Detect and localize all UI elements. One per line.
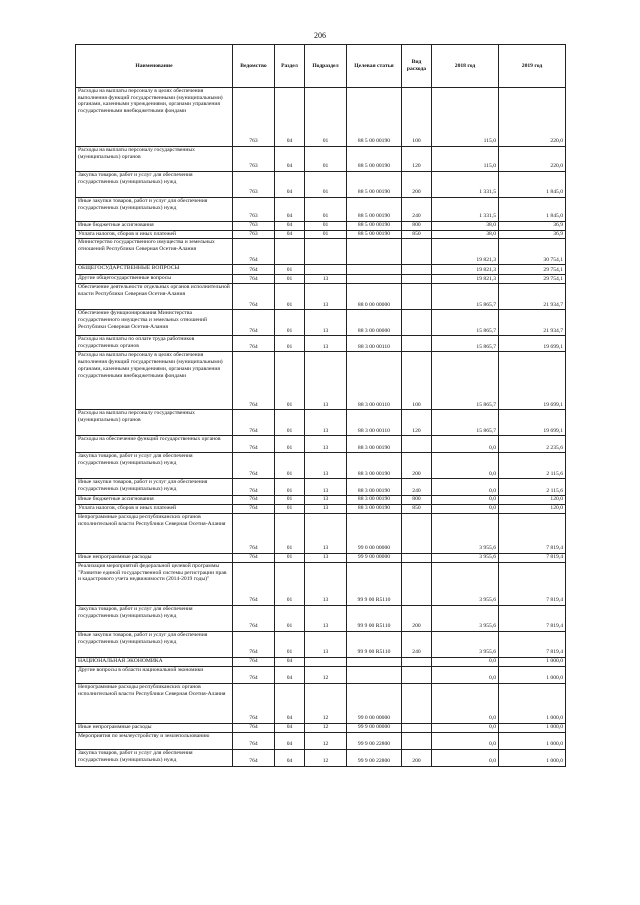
cell-name: Расходы на выплаты персоналу в целях обеспечения выполнения функций государственными (муниципальными) органами, казенными учреждениями, органами управления государственными внебюджетными фондами [76, 88, 233, 147]
cell-department: 764 [233, 265, 275, 275]
cell-year-2019: 29 754,1 [499, 275, 566, 284]
cell-department: 764 [233, 631, 275, 657]
cell-target-article: 88 3 00 00190 [347, 436, 402, 453]
cell-year-2019: 1 000,0 [499, 749, 566, 766]
cell-name: Обеспечение функционирования Министерства государственного имущества и земельных отношений Республики Северная Осетия-Алания [76, 310, 233, 336]
cell-name: Расходы на выплаты по оплате труда работников государственных органов [76, 336, 233, 352]
cell-year-2018: 1 331,5 [432, 172, 499, 198]
cell-department: 763 [233, 147, 275, 172]
cell-target-article: 88 5 00 00190 [347, 88, 402, 147]
cell-expense-type [402, 666, 432, 683]
cell-target-article: 99 9 00 22800 [347, 732, 402, 749]
header-year-2018: 2018 год [432, 45, 499, 88]
cell-target-article [347, 239, 402, 265]
cell-department: 764 [233, 683, 275, 723]
table-row [76, 732, 566, 749]
cell-department: 764 [233, 505, 275, 514]
cell-year-2018: 15 865,7 [432, 410, 499, 436]
cell-department: 764 [233, 723, 275, 732]
cell-department: 763 [233, 172, 275, 198]
table-row [76, 723, 566, 732]
cell-year-2019: 7 819,4 [499, 553, 566, 562]
cell-expense-type: 200 [402, 749, 432, 766]
table-row [76, 562, 566, 605]
cell-year-2018: 38,0 [432, 222, 499, 231]
header-year-2019: 2019 год [499, 45, 566, 88]
cell-department: 764 [233, 479, 275, 496]
table-row [76, 553, 566, 562]
cell-target-article: 88 3 00 00110 [347, 410, 402, 436]
cell-subsection: 13 [305, 631, 347, 657]
cell-expense-type: 120 [402, 147, 432, 172]
cell-subsection: 13 [305, 336, 347, 352]
cell-target-article [347, 275, 402, 284]
cell-year-2019: 1 845,0 [499, 172, 566, 198]
cell-department: 764 [233, 336, 275, 352]
header-subsection: Подраздел [305, 45, 347, 88]
cell-expense-type [402, 553, 432, 562]
table-row [76, 172, 566, 198]
cell-year-2018: 15 865,7 [432, 284, 499, 310]
cell-section: 01 [275, 562, 305, 605]
cell-expense-type: 120 [402, 410, 432, 436]
cell-target-article: 99 9 00 R5110 [347, 605, 402, 631]
cell-expense-type [402, 732, 432, 749]
cell-name: Непрограммные расходы республиканских органов исполнительной власти Республики Северная Осетия-Алания [76, 683, 233, 723]
cell-year-2019: 7 819,4 [499, 562, 566, 605]
cell-target-article: 88 3 00 00190 [347, 453, 402, 479]
table-row [76, 496, 566, 505]
page-number: 206 [314, 31, 326, 40]
cell-year-2018: 0,0 [432, 683, 499, 723]
table-row [76, 198, 566, 222]
cell-department: 764 [233, 657, 275, 666]
cell-section: 01 [275, 479, 305, 496]
cell-target-article: 88 3 00 00190 [347, 505, 402, 514]
cell-subsection [305, 265, 347, 275]
cell-subsection: 01 [305, 147, 347, 172]
cell-name: Обеспечение деятельности отдельных органов исполнительной власти Республики Северная Осетия-Алания [76, 284, 233, 310]
cell-section: 01 [275, 436, 305, 453]
table-row [76, 275, 566, 284]
cell-name: Иные бюджетные ассигнования [76, 222, 233, 231]
cell-target-article: 88 3 00 00190 [347, 479, 402, 496]
cell-year-2019: 7 819,4 [499, 605, 566, 631]
cell-year-2019: 36,9 [499, 222, 566, 231]
cell-department: 764 [233, 310, 275, 336]
cell-section: 01 [275, 265, 305, 275]
cell-year-2018: 0,0 [432, 436, 499, 453]
cell-section: 01 [275, 453, 305, 479]
cell-section: 01 [275, 496, 305, 505]
cell-subsection: 01 [305, 88, 347, 147]
cell-year-2019: 7 819,4 [499, 513, 566, 553]
table-row [76, 605, 566, 631]
cell-department: 764 [233, 410, 275, 436]
cell-target-article: 88 3 00 00190 [347, 496, 402, 505]
cell-name: Иные непрограммные расходы [76, 553, 233, 562]
cell-subsection: 13 [305, 275, 347, 284]
cell-name: Иные бюджетные ассигнования [76, 496, 233, 505]
cell-expense-type: 200 [402, 453, 432, 479]
cell-expense-type [402, 275, 432, 284]
cell-section: 01 [275, 605, 305, 631]
cell-expense-type [402, 683, 432, 723]
cell-section: 01 [275, 505, 305, 514]
cell-section: 04 [275, 683, 305, 723]
cell-target-article: 88 0 00 00000 [347, 284, 402, 310]
cell-name: Другие вопросы в области национальной экономики [76, 666, 233, 683]
cell-year-2018: 38,0 [432, 230, 499, 239]
cell-year-2018: 0,0 [432, 505, 499, 514]
cell-expense-type [402, 265, 432, 275]
cell-department: 764 [233, 239, 275, 265]
header-department: Ведомство [233, 45, 275, 88]
cell-subsection: 12 [305, 666, 347, 683]
cell-year-2018: 3 955,6 [432, 605, 499, 631]
cell-section: 04 [275, 732, 305, 749]
cell-year-2019: 220,0 [499, 147, 566, 172]
cell-expense-type [402, 239, 432, 265]
table-row [76, 265, 566, 275]
cell-section: 04 [275, 198, 305, 222]
cell-expense-type: 240 [402, 198, 432, 222]
cell-year-2018: 0,0 [432, 732, 499, 749]
cell-year-2018: 0,0 [432, 496, 499, 505]
cell-subsection: 13 [305, 513, 347, 553]
cell-department: 764 [233, 453, 275, 479]
cell-section: 01 [275, 352, 305, 410]
cell-department: 764 [233, 605, 275, 631]
cell-target-article: 88 5 00 00190 [347, 230, 402, 239]
cell-subsection: 13 [305, 479, 347, 496]
cell-section: 01 [275, 553, 305, 562]
cell-year-2018: 115,0 [432, 88, 499, 147]
cell-section: 04 [275, 666, 305, 683]
cell-name: Иные непрограммные расходы [76, 723, 233, 732]
cell-target-article: 88 5 00 00190 [347, 222, 402, 231]
cell-expense-type [402, 310, 432, 336]
cell-department: 763 [233, 230, 275, 239]
cell-target-article [347, 666, 402, 683]
cell-name: НАЦИОНАЛЬНАЯ ЭКОНОМИКА [76, 657, 233, 666]
table-row [76, 239, 566, 265]
cell-department: 764 [233, 749, 275, 766]
cell-year-2019: 1 000,0 [499, 723, 566, 732]
cell-section: 01 [275, 631, 305, 657]
cell-department: 763 [233, 222, 275, 231]
table-header-row [76, 45, 566, 88]
cell-expense-type: 200 [402, 172, 432, 198]
cell-year-2019: 1 000,0 [499, 683, 566, 723]
budget-table [75, 44, 566, 767]
table-row [76, 410, 566, 436]
cell-department: 764 [233, 496, 275, 505]
table-row [76, 88, 566, 147]
cell-section: 01 [275, 336, 305, 352]
cell-section: 04 [275, 723, 305, 732]
cell-name: Расходы на выплаты персоналу в целях обеспечения выполнения функций государственными (муниципальными) органами, казенными учреждениями, органами управления государственными внебюджетными фондами [76, 352, 233, 410]
cell-year-2018: 15 865,7 [432, 336, 499, 352]
cell-department: 763 [233, 198, 275, 222]
cell-department: 764 [233, 666, 275, 683]
cell-year-2018: 0,0 [432, 453, 499, 479]
cell-name: Закупка товаров, работ и услуг для обеспечения государственных (муниципальных) нужд [76, 453, 233, 479]
cell-year-2019: 1 845,0 [499, 198, 566, 222]
cell-subsection [305, 239, 347, 265]
cell-name: Иные закупки товаров, работ и услуг для обеспечения государственных (муниципальных) нужд [76, 198, 233, 222]
cell-year-2019: 19 699,1 [499, 352, 566, 410]
cell-section: 01 [275, 513, 305, 553]
cell-expense-type [402, 562, 432, 605]
cell-name: Расходы на обеспечение функций государственных органов [76, 436, 233, 453]
cell-year-2018: 19 821,3 [432, 265, 499, 275]
cell-year-2019: 220,0 [499, 88, 566, 147]
cell-target-article: 99 9 00 22800 [347, 749, 402, 766]
cell-year-2018: 0,0 [432, 749, 499, 766]
table-row [76, 436, 566, 453]
cell-subsection: 12 [305, 732, 347, 749]
table-row [76, 666, 566, 683]
cell-subsection: 13 [305, 436, 347, 453]
table-body [76, 88, 566, 767]
table-row [76, 513, 566, 553]
cell-name: Другие общегосударственные вопросы [76, 275, 233, 284]
cell-year-2019: 1 000,0 [499, 666, 566, 683]
cell-year-2018: 3 955,6 [432, 513, 499, 553]
cell-target-article: 88 3 00 00110 [347, 336, 402, 352]
table-row [76, 657, 566, 666]
cell-name: Иные закупки товаров, работ и услуг для обеспечения государственных (муниципальных) нужд [76, 479, 233, 496]
cell-subsection: 01 [305, 230, 347, 239]
cell-name: Иные закупки товаров, работ и услуг для обеспечения государственных (муниципальных) нужд [76, 631, 233, 657]
cell-name: Министерство государственного имущества и земельных отношений Республики Северная Осетия-Алания [76, 239, 233, 265]
cell-subsection: 13 [305, 310, 347, 336]
cell-name: Закупка товаров, работ и услуг для обеспечения государственных (муниципальных) нужд [76, 605, 233, 631]
cell-name: Мероприятия по землеустройству и землепользованию [76, 732, 233, 749]
cell-year-2018: 19 821,3 [432, 275, 499, 284]
cell-subsection: 12 [305, 723, 347, 732]
cell-section: 01 [275, 310, 305, 336]
cell-target-article: 88 5 00 00190 [347, 147, 402, 172]
table-row [76, 631, 566, 657]
cell-name: Уплата налогов, сборов и иных платежей [76, 230, 233, 239]
cell-expense-type [402, 723, 432, 732]
cell-subsection: 13 [305, 352, 347, 410]
cell-subsection: 13 [305, 410, 347, 436]
cell-subsection: 13 [305, 496, 347, 505]
cell-section: 04 [275, 147, 305, 172]
cell-expense-type: 850 [402, 230, 432, 239]
cell-section: 04 [275, 172, 305, 198]
cell-year-2019: 1 000,0 [499, 732, 566, 749]
cell-subsection [305, 657, 347, 666]
cell-expense-type [402, 513, 432, 553]
cell-section: 01 [275, 284, 305, 310]
cell-year-2018: 3 955,6 [432, 631, 499, 657]
cell-department: 764 [233, 562, 275, 605]
cell-year-2018: 15 865,7 [432, 352, 499, 410]
table-row [76, 683, 566, 723]
cell-target-article: 99 0 00 00000 [347, 513, 402, 553]
table-row [76, 336, 566, 352]
cell-subsection: 01 [305, 172, 347, 198]
cell-year-2019: 120,0 [499, 496, 566, 505]
header-name: Наименование [76, 45, 233, 88]
cell-name: Закупка товаров, работ и услуг для обеспечения государственных (муниципальных) нужд [76, 749, 233, 766]
cell-name: Расходы на выплаты персоналу государственных (муниципальных) органов [76, 147, 233, 172]
cell-department: 763 [233, 88, 275, 147]
cell-subsection: 13 [305, 605, 347, 631]
cell-year-2018: 3 955,6 [432, 562, 499, 605]
table-row [76, 749, 566, 766]
cell-subsection: 13 [305, 562, 347, 605]
cell-department: 764 [233, 436, 275, 453]
cell-expense-type [402, 336, 432, 352]
cell-year-2019: 36,9 [499, 230, 566, 239]
cell-section: 04 [275, 230, 305, 239]
cell-target-article: 99 0 00 00000 [347, 683, 402, 723]
cell-year-2018: 0,0 [432, 657, 499, 666]
cell-expense-type: 100 [402, 352, 432, 410]
cell-section: 04 [275, 88, 305, 147]
cell-year-2018: 115,0 [432, 147, 499, 172]
table-row [76, 147, 566, 172]
cell-section: 04 [275, 657, 305, 666]
cell-name: Уплата налогов, сборов и иных платежей [76, 505, 233, 514]
table-row [76, 230, 566, 239]
cell-target-article: 99 9 00 00000 [347, 723, 402, 732]
cell-year-2019: 7 819,4 [499, 631, 566, 657]
cell-year-2019: 2 115,6 [499, 453, 566, 479]
cell-target-article: 99 9 00 R5110 [347, 562, 402, 605]
cell-target-article: 88 3 00 00110 [347, 352, 402, 410]
cell-year-2019: 30 754,1 [499, 239, 566, 265]
cell-section: 01 [275, 275, 305, 284]
cell-year-2019: 2 235,6 [499, 436, 566, 453]
cell-subsection: 01 [305, 198, 347, 222]
cell-target-article: 88 3 00 00000 [347, 310, 402, 336]
cell-section: 04 [275, 222, 305, 231]
cell-year-2019: 19 699,1 [499, 336, 566, 352]
cell-expense-type: 800 [402, 222, 432, 231]
cell-expense-type [402, 657, 432, 666]
header-section: Раздел [275, 45, 305, 88]
table-row [76, 453, 566, 479]
cell-year-2018: 19 821,3 [432, 239, 499, 265]
cell-year-2019: 2 115,6 [499, 479, 566, 496]
cell-expense-type: 240 [402, 479, 432, 496]
cell-year-2019: 21 934,7 [499, 284, 566, 310]
cell-expense-type: 100 [402, 88, 432, 147]
cell-target-article: 99 9 00 R5110 [347, 631, 402, 657]
table-row [76, 352, 566, 410]
cell-target-article: 88 5 00 00190 [347, 198, 402, 222]
cell-department: 764 [233, 553, 275, 562]
cell-department: 764 [233, 732, 275, 749]
cell-expense-type [402, 436, 432, 453]
cell-expense-type: 850 [402, 505, 432, 514]
cell-section [275, 239, 305, 265]
cell-name: Закупка товаров, работ и услуг для обеспечения государственных (муниципальных) нужд [76, 172, 233, 198]
cell-expense-type: 200 [402, 605, 432, 631]
cell-subsection: 12 [305, 683, 347, 723]
cell-subsection: 01 [305, 222, 347, 231]
table-row [76, 479, 566, 496]
cell-subsection: 12 [305, 749, 347, 766]
cell-subsection: 13 [305, 505, 347, 514]
cell-expense-type: 800 [402, 496, 432, 505]
cell-year-2019: 21 934,7 [499, 310, 566, 336]
cell-name: Реализация мероприятий федеральной целевой программы "Развитие единой государственной системы регистрации прав и кадастрового учета недвижимости (2014-2019 годы)" [76, 562, 233, 605]
cell-department: 764 [233, 513, 275, 553]
cell-expense-type: 240 [402, 631, 432, 657]
cell-department: 764 [233, 275, 275, 284]
cell-year-2018: 3 955,6 [432, 553, 499, 562]
cell-department: 764 [233, 284, 275, 310]
cell-target-article: 99 9 00 00000 [347, 553, 402, 562]
cell-section: 01 [275, 410, 305, 436]
table-row [76, 505, 566, 514]
table-row [76, 310, 566, 336]
cell-target-article [347, 657, 402, 666]
cell-year-2018: 0,0 [432, 666, 499, 683]
cell-subsection: 13 [305, 553, 347, 562]
table-row [76, 284, 566, 310]
cell-year-2018: 0,0 [432, 479, 499, 496]
cell-year-2018: 0,0 [432, 723, 499, 732]
header-expense-type: Вид расхода [402, 45, 432, 88]
cell-year-2018: 15 865,7 [432, 310, 499, 336]
cell-name: Расходы на выплаты персоналу государственных (муниципальных) органов [76, 410, 233, 436]
cell-year-2019: 19 699,1 [499, 410, 566, 436]
cell-department: 764 [233, 352, 275, 410]
cell-target-article [347, 265, 402, 275]
header-target-article: Целевая статья [347, 45, 402, 88]
cell-year-2019: 29 754,1 [499, 265, 566, 275]
cell-expense-type [402, 284, 432, 310]
cell-name: ОБЩЕГОСУДАРСТВЕННЫЕ ВОПРОСЫ [76, 265, 233, 275]
cell-target-article: 88 5 00 00190 [347, 172, 402, 198]
cell-section: 04 [275, 749, 305, 766]
table-row [76, 222, 566, 231]
cell-year-2019: 1 000,0 [499, 657, 566, 666]
cell-subsection: 13 [305, 284, 347, 310]
cell-subsection: 13 [305, 453, 347, 479]
cell-name: Непрограммные расходы республиканских органов исполнительной власти Республики Северная Осетия-Алания [76, 513, 233, 553]
cell-year-2019: 120,0 [499, 505, 566, 514]
cell-year-2018: 1 331,5 [432, 198, 499, 222]
